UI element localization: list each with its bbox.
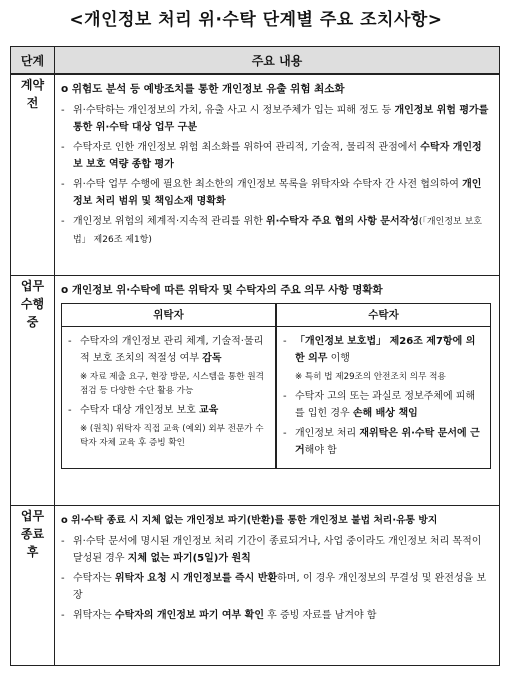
list-item: - 위·수탁 문서에 명시된 개인정보 처리 기간이 종료되거나, 사업 중이라도 개인정보 처리 목적이 달성된 경우 지체 없는 파기(5일)가 원칙 [61, 535, 482, 564]
list-item: - 수탁자 대상 개인정보 보호 교육 [68, 404, 219, 416]
document-title: <개인정보 처리 위·수탁 단계별 주요 조치사항> [69, 10, 443, 30]
content-termination [55, 505, 500, 665]
stage-label: 계약 전 [20, 78, 45, 110]
note: ※ 자료 제출 요구, 현장 방문, 시스템을 통한 원격 점검 등 다양한 수단 활용 가능 [80, 371, 264, 396]
list-item: - 수탁자로 인한 개인정보 위험 최소화를 위하여 관리적, 기술적, 물리적 관점에서 수탁자 개인정보 보호 역량 종합 평가 [61, 142, 482, 170]
section-heading: o 위험도 분석 등 예방조치를 통한 개인정보 유출 위험 최소화 [61, 83, 345, 95]
table-header-row [11, 47, 500, 75]
list-item: - 수탁자의 개인정보 관리 체계, 기술적·물리적 보호 조치의 적절성 여부 감독 [68, 335, 264, 364]
list-item: - 수탁자 고의 또는 과실로 정보주체에 피해를 입힌 경우 손해 배상 책임 [283, 390, 476, 419]
stage-header: 단계 [11, 47, 55, 75]
list-item: - 위·수탁 업무 수행에 필요한 최소한의 개인정보 목록을 위탁자와 수탁자 간 사전 협의하여 개인정보 처리 범위 및 책임소재 명확화 [61, 179, 482, 207]
trustee-duties [276, 326, 491, 468]
content-header: 주요 내용 [55, 47, 500, 75]
consignor-header: 위탁자 [62, 303, 277, 326]
content-during [55, 275, 500, 505]
note: ※ 특히 법 제29조의 안전조치 의무 적용 [295, 371, 446, 382]
stage-pre-contract [11, 74, 55, 275]
stage-label: 업무 수행 중 [20, 278, 45, 329]
row-pre-contract [11, 74, 500, 275]
row-termination [11, 505, 500, 665]
list-item: - 위탁자는 수탁자의 개인정보 파기 여부 확인 후 증빙 자료를 남겨야 함 [61, 609, 377, 621]
stage-during [11, 275, 55, 505]
measures-table [10, 46, 500, 666]
trustee-header: 수탁자 [276, 303, 491, 326]
row-during [11, 275, 500, 505]
section-heading: o 위·수탁 종료 시 지체 없는 개인정보 파기(반환)를 통한 개인정보 불법 처리·유통 방지 [61, 514, 438, 526]
section-heading: o 개인정보 위·수탁에 따른 위탁자 및 수탁자의 주요 의무 사항 명확화 [61, 283, 383, 296]
list-item: - 개인정보 위험의 체계적·지속적 관리를 위한 위·수탁자 주요 협의 사항 문서작성(「개인정보 보호법」 제26조 제1항) [61, 216, 482, 245]
content-pre-contract [55, 74, 500, 275]
list-item: - 수탁자는 위탁자 요청 시 개인정보를 즉시 반환하며, 이 경우 개인정보의 무결성 및 완전성을 보장 [61, 572, 487, 601]
stage-termination [11, 505, 55, 665]
list-item: - 개인정보 처리 재위탁은 위·수탁 문서에 근거해야 함 [283, 427, 480, 456]
stage-label: 업무 종료 후 [20, 508, 45, 559]
list-item: - 「개인정보 보호법」 제26조 제7항에 의한 의무 이행 [283, 335, 476, 364]
duties-table [61, 303, 491, 469]
list-item: - 위·수탁하는 개인정보의 가치, 유출 사고 시 정보주체가 입는 피해 정도 등 개인정보 위험 평가를 통한 위·수탁 대상 업무 구분 [61, 105, 489, 133]
note: ※ (원칙) 위탁자 직접 교육 (예외) 외부 전문가 수탁자 자체 교육 후 증빙 확인 [80, 423, 264, 448]
consignor-duties [62, 326, 277, 468]
